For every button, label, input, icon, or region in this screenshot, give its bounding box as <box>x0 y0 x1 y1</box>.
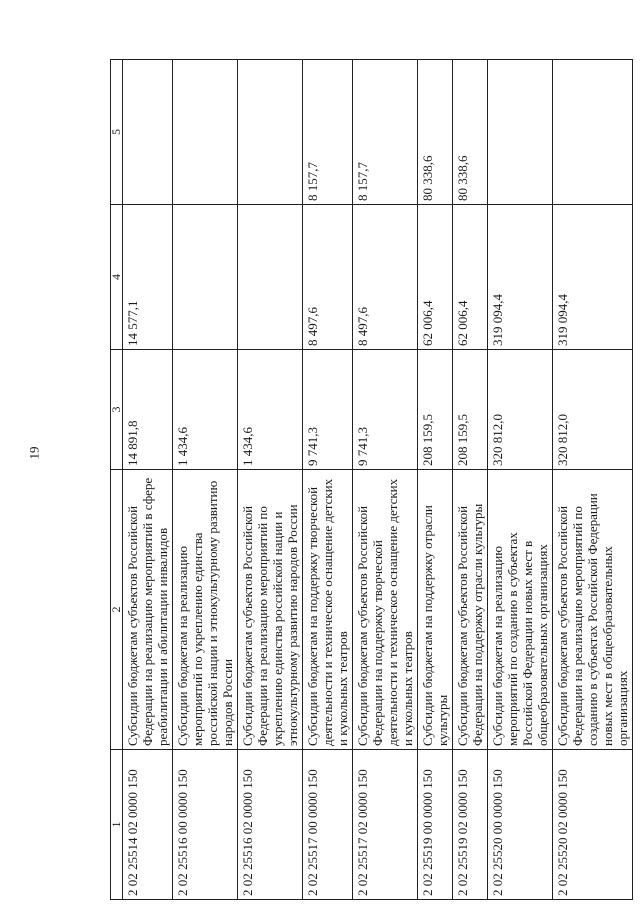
value-cell-col3: 1 434,6 <box>238 350 303 470</box>
value-cell-col4: 14 577,1 <box>123 205 173 350</box>
header-cell: 2 <box>111 470 123 750</box>
header-cell: 5 <box>111 60 123 205</box>
table-row <box>123 60 173 900</box>
table-row <box>418 60 453 900</box>
header-cell: 3 <box>111 350 123 470</box>
value-cell-col4: 8 497,6 <box>353 205 418 350</box>
table-container <box>109 60 630 900</box>
value-cell-col4 <box>173 205 238 350</box>
value-cell-col4 <box>238 205 303 350</box>
value-cell-col5 <box>488 60 553 205</box>
value-cell-col4: 319 094,4 <box>488 205 553 350</box>
description-cell: Субсидии бюджетам субъектов Российской Федерации на поддержку отрасли культуры <box>453 470 488 750</box>
code-cell: 2 02 25520 02 0000 150 <box>553 750 633 900</box>
value-cell-col3: 320 812,0 <box>488 350 553 470</box>
value-cell-col5: 8 157,7 <box>353 60 418 205</box>
table-row <box>303 60 353 900</box>
table-rotator <box>109 60 630 900</box>
description-cell: Субсидии бюджетам на поддержку отрасли культуры <box>418 470 453 750</box>
table-row <box>353 60 418 900</box>
table-row <box>173 60 238 900</box>
code-cell: 2 02 25519 00 0000 150 <box>418 750 453 900</box>
table-row <box>453 60 488 900</box>
value-cell-col5: 8 157,7 <box>303 60 353 205</box>
value-cell-col5 <box>238 60 303 205</box>
description-cell: Субсидии бюджетам субъектов Российской Федерации на реализацию мероприятий по укреплению единства российской нации и этнокультурному развитию народов России <box>238 470 303 750</box>
value-cell-col5 <box>173 60 238 205</box>
value-cell-col5: 80 338,6 <box>418 60 453 205</box>
header-row <box>111 60 123 900</box>
value-cell-col3: 1 434,6 <box>173 350 238 470</box>
description-cell: Субсидии бюджетам на реализацию мероприятий по укреплению единства российской нации и этнокультурному развитию народов России <box>173 470 238 750</box>
value-cell-col5 <box>553 60 633 205</box>
table-row <box>238 60 303 900</box>
value-cell-col3: 208 159,5 <box>418 350 453 470</box>
code-cell: 2 02 25514 02 0000 150 <box>123 750 173 900</box>
value-cell-col4: 62 006,4 <box>453 205 488 350</box>
code-cell: 2 02 25520 00 0000 150 <box>488 750 553 900</box>
code-cell: 2 02 25519 02 0000 150 <box>453 750 488 900</box>
header-cell: 1 <box>111 750 123 900</box>
value-cell-col4: 8 497,6 <box>303 205 353 350</box>
description-cell: Субсидии бюджетам субъектов Российской Федерации на поддержку творческой деятельности и техническое оснащение детских и кукольных театров <box>353 470 418 750</box>
description-cell: Субсидии бюджетам на поддержку творческой деятельности и техническое оснащение детских и кукольных театров <box>303 470 353 750</box>
table-row <box>488 60 553 900</box>
value-cell-col5 <box>123 60 173 205</box>
description-cell: Субсидии бюджетам на реализацию мероприятий по созданию в субъектах Российской Федерации новых мест в общеобразовательных организациях <box>488 470 553 750</box>
code-cell: 2 02 25516 02 0000 150 <box>238 750 303 900</box>
value-cell-col4: 319 094,4 <box>553 205 633 350</box>
header-cell: 4 <box>111 205 123 350</box>
value-cell-col3: 208 159,5 <box>453 350 488 470</box>
description-cell: Субсидии бюджетам субъектов Российской Федерации на реализацию мероприятий по созданию в субъектах Российской Федерации новых мест в общеобразовательных организациях <box>553 470 633 750</box>
budget-table <box>110 59 633 900</box>
code-cell: 2 02 25516 00 0000 150 <box>173 750 238 900</box>
code-cell: 2 02 25517 02 0000 150 <box>353 750 418 900</box>
value-cell-col3: 320 812,0 <box>553 350 633 470</box>
value-cell-col4: 62 006,4 <box>418 205 453 350</box>
value-cell-col3: 14 891,8 <box>123 350 173 470</box>
description-cell: Субсидии бюджетам субъектов Российской Федерации на реализацию мероприятий в сфере реабилитации и абилитации инвалидов <box>123 470 173 750</box>
table-body <box>123 60 633 900</box>
value-cell-col3: 9 741,3 <box>353 350 418 470</box>
value-cell-col3: 9 741,3 <box>303 350 353 470</box>
page-number: 19 <box>26 446 42 460</box>
value-cell-col5: 80 338,6 <box>453 60 488 205</box>
code-cell: 2 02 25517 00 0000 150 <box>303 750 353 900</box>
table-row <box>553 60 633 900</box>
